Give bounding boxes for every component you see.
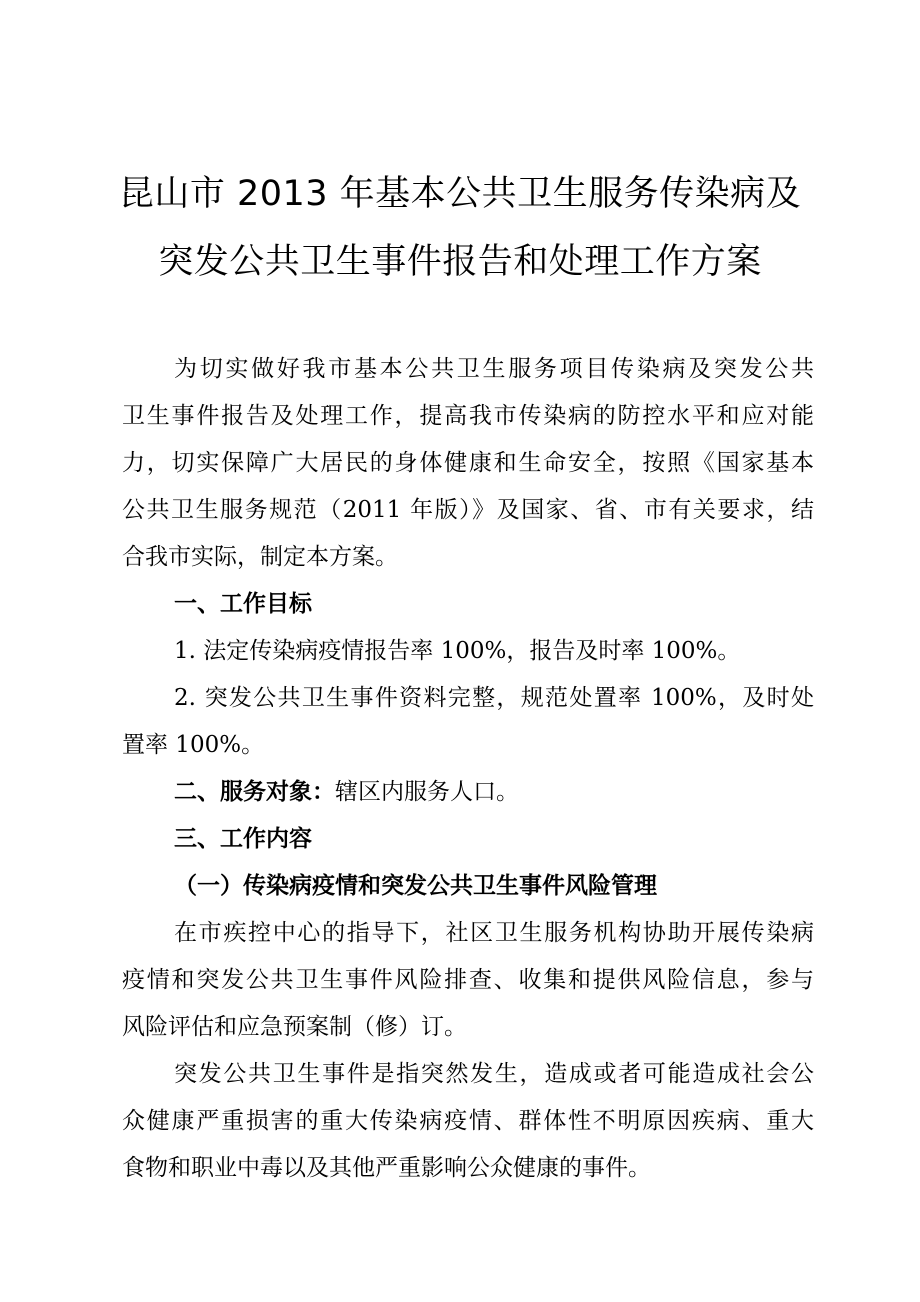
- document-title-line-1: 昆山市 2013 年基本公共卫生服务传染病及: [118, 174, 802, 214]
- goal-item-1: 1. 法定传染病疫情报告率 100%，报告及时率 100%。: [174, 638, 741, 664]
- risk-paragraph-line: 疫情和突发公共卫生事件风险排查、收集和提供风险信息，参与: [122, 967, 814, 993]
- goal-item-2-line-1: 2. 突发公共卫生事件资料完整，规范处置率 100%，及时处: [174, 685, 814, 711]
- intro-paragraph-line: 卫生事件报告及处理工作，提高我市传染病的防控水平和应对能: [122, 403, 814, 429]
- section-service-target: [122, 777, 814, 807]
- definition-paragraph-line: 食物和职业中毒以及其他严重影响公众健康的事件。: [122, 1155, 651, 1181]
- section-heading-service-target: 二、服务对象：: [174, 779, 335, 805]
- section-heading-goals: 一、工作目标: [174, 591, 312, 617]
- intro-paragraph-line: 公共卫生服务规范（2011 年版）》及国家、省、市有关要求，结: [122, 497, 814, 523]
- definition-paragraph-line: 众健康严重损害的重大传染病疫情、群体性不明原因疾病、重大: [122, 1108, 814, 1134]
- intro-paragraph-line: 力，切实保障广大居民的身体健康和生命安全，按照《国家基本: [122, 450, 814, 476]
- definition-paragraph-line: 突发公共卫生事件是指突然发生，造成或者可能造成社会公: [174, 1061, 814, 1087]
- risk-paragraph-line: 在市疾控中心的指导下，社区卫生服务机构协助开展传染病: [174, 920, 814, 946]
- document-title-line-2: 突发公共卫生事件报告和处理工作方案: [158, 242, 762, 282]
- intro-paragraph-line: 合我市实际，制定本方案。: [122, 544, 398, 570]
- risk-paragraph-line: 风险评估和应急预案制（修）订。: [122, 1014, 467, 1040]
- subsection-heading-risk-management: （一）传染病疫情和突发公共卫生事件风险管理: [174, 873, 657, 899]
- service-target-text: 辖区内服务人口。: [335, 779, 519, 805]
- intro-paragraph-line: 为切实做好我市基本公共卫生服务项目传染病及突发公共: [174, 356, 814, 382]
- goal-item-2-line-2: 置率 100%。: [122, 732, 265, 758]
- section-heading-work-content: 三、工作内容: [174, 826, 312, 852]
